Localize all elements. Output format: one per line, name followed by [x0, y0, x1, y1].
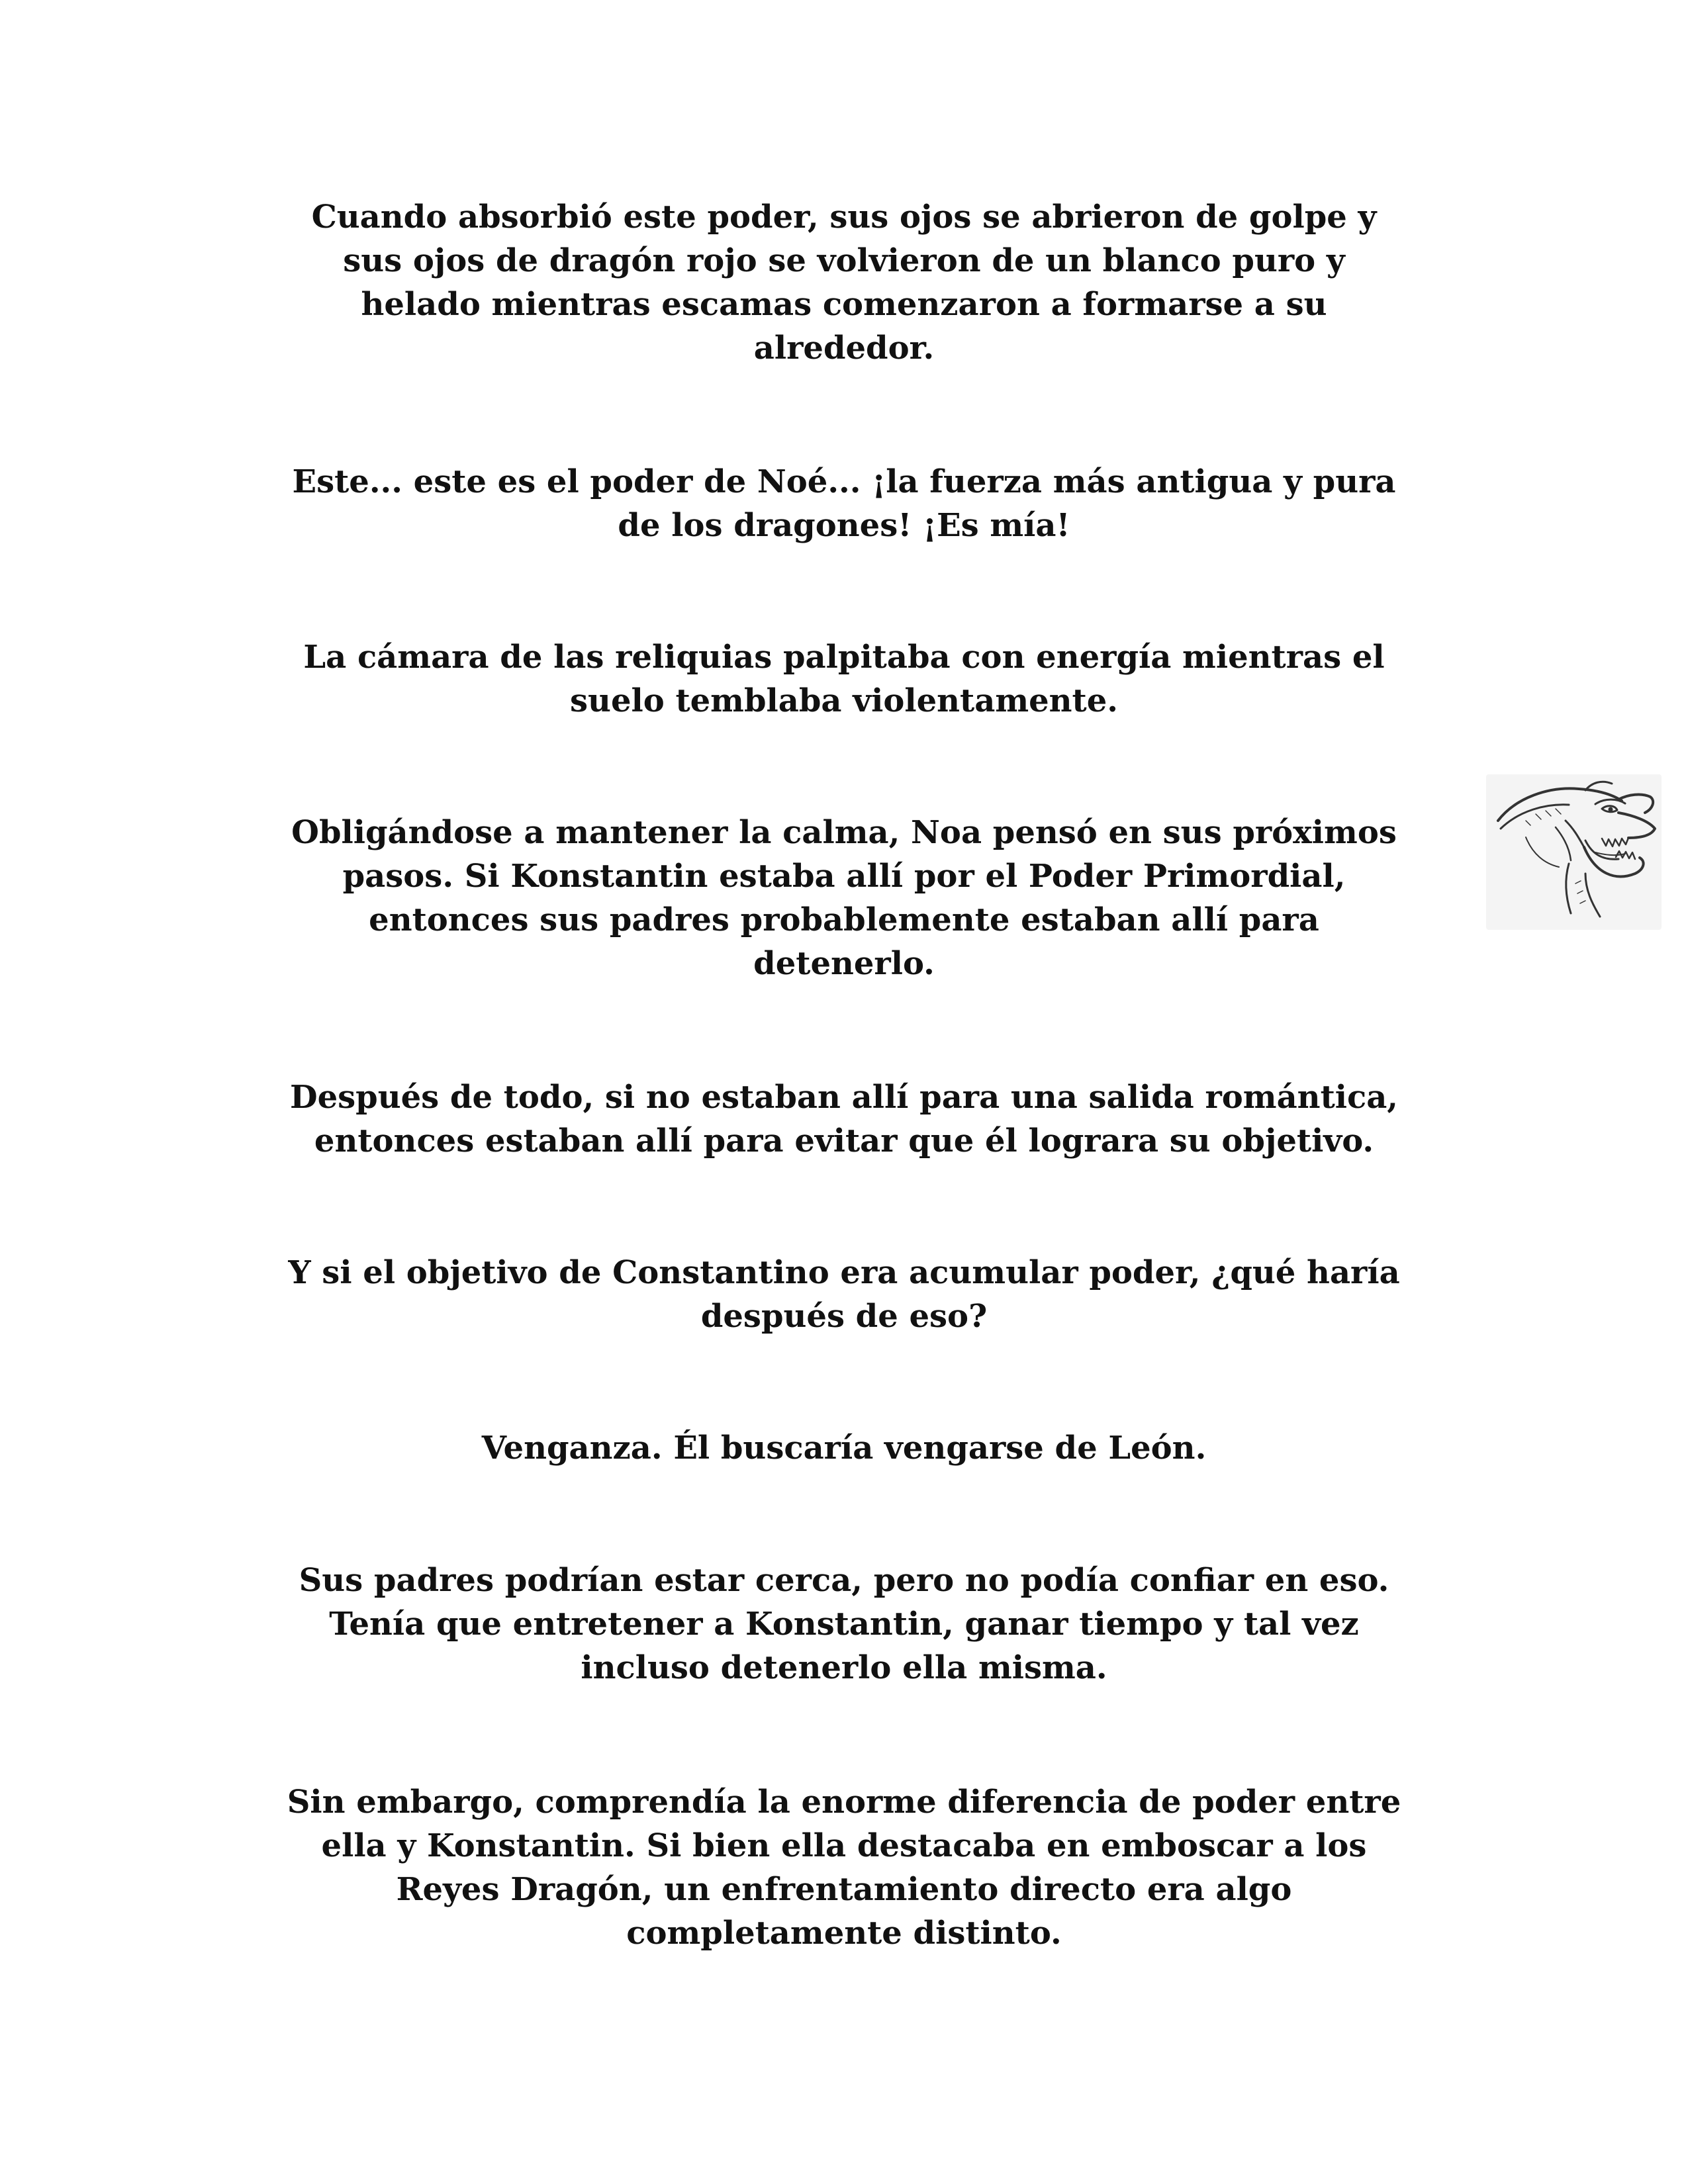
paragraph-5: Después de todo, si no estaban allí para una salida romántica, entonces estaban allí para evitar que él lograra su objetivo.: [289, 1079, 1399, 1160]
paragraph-9: Sin embargo, comprendía la enorme diferencia de poder entre ella y Konstantin. Si bien ella destacaba en emboscar a los Reyes Dragón, un enfrentamiento directo era algo completamente distinto.: [287, 1784, 1401, 1952]
paragraph-6: Y si el objetivo de Constantino era acumular poder, ¿qué haría después de eso?: [288, 1254, 1400, 1335]
dragon-head-sketch-icon: [1486, 774, 1662, 930]
paragraph-7: Venganza. Él buscaría vengarse de León.: [481, 1430, 1207, 1467]
paragraph-2: Este... este es el poder de Noé... ¡la fuerza más antigua y pura de los dragones! ¡Es mía!: [292, 463, 1396, 544]
paragraph-1: Cuando absorbió este poder, sus ojos se abrieron de golpe y sus ojos de dragón rojo se volvieron de un blanco puro y helado mientras escamas comenzaron a formarse a su alrededor.: [311, 199, 1377, 367]
paragraph-8: Sus padres podrían estar cerca, pero no podía confiar en eso. Tenía que entretener a Konstantin, ganar tiempo y tal vez incluso detenerlo ella misma.: [299, 1562, 1389, 1686]
paragraph-3: La cámara de las reliquias palpitaba con energía mientras el suelo temblaba violentamente.: [303, 639, 1385, 719]
paragraph-4: Obligándose a mantener la calma, Noa pensó en sus próximos pasos. Si Konstantin estaba allí por el Poder Primordial, entonces sus padres probablemente estaban allí para detenerlo.: [291, 814, 1397, 982]
